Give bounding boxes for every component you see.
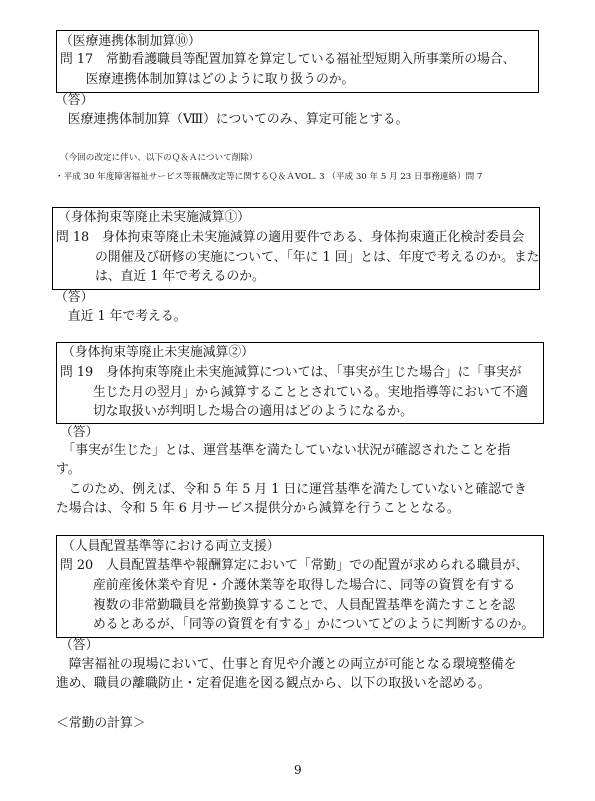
section-heading: （医療連携体制加算⑩） (60, 34, 201, 49)
question-text: 産前産後休業や育児・介護休業等を取得した場合に、同等の資質を有する (93, 578, 516, 593)
deletion-note-item: ・平成 30 年度障害福祉サービス等報酬改定等に関するＱ＆ＡVOL. 3 （平成 30 年 5 月 23 日事務連絡）問 7 (55, 172, 483, 182)
answer-label: （答） (60, 425, 99, 440)
question-text: 問 19 身体拘束等廃止未実施減算については、「事実が生じた場合」に「事実が (60, 365, 522, 380)
section-heading: （人員配置基準等における両立支援） (62, 539, 280, 554)
question-text: は、直近 1 年で考えるのか。 (95, 269, 265, 284)
answer-text: 医療連携体制加算（Ⅷ）についてのみ、算定可能とする。 (55, 112, 409, 127)
question-text: 問 18 身体拘束等廃止未実施減算の適用要件である、身体拘束適正化検討委員会 (56, 230, 525, 245)
answer-text: た場合は、令和 5 年 6 月サービス提供分から減算を行うこととなる。 (56, 501, 460, 516)
answer-text: このため、例えば、令和 5 年 5 月 1 日に運営基準を満たしていないと確認でき (56, 482, 527, 497)
question-text: めるとあるが、「同等の資質を有する」かについてどのように判断するのか。 (93, 617, 535, 632)
question-text: 医療連携体制加算はどのように取り扱うのか。 (60, 72, 355, 87)
deletion-note: （今回の改定に伴い、以下のＱ＆Ａについて削除） (60, 153, 258, 163)
question-text: の開催及び研修の実施について、「年に 1 回」とは、年度で考えるのか。また (95, 250, 540, 265)
question-text: 生じた月の翌月」から減算することとされている。実地指導等において不適 (93, 385, 529, 400)
answer-label: （答） (55, 93, 94, 108)
answer-label: （答） (55, 290, 94, 305)
answer-text: 障害福祉の現場において、仕事と育児や介護との両立が可能となる環境整備を (56, 657, 517, 672)
section-heading: （身体拘束等廃止未実施減算①） (58, 210, 250, 225)
answer-text: 直近 1 年で考える。 (55, 309, 187, 324)
question-text: 問 20 人員配置基準や報酬算定において「常勤」での配置が求められる職員が、 (60, 558, 529, 573)
answer-text: 進め、職員の離職防止・定着促進を図る観点から、以下の取扱いを認める。 (56, 676, 491, 691)
answer-text: す。 (56, 462, 81, 477)
question-text: 問 17 常勤看護職員等配置加算を算定している福祉型短期入所事業所の場合、 (60, 52, 516, 67)
question-text: 複数の非常勤職員を常勤換算することで、人員配置基準を満たすことを認 (93, 598, 516, 613)
answer-label: （答） (60, 638, 99, 653)
section-heading: （身体拘束等廃止未実施減算②） (62, 345, 254, 360)
section-title: ＜常勤の計算＞ (56, 716, 146, 731)
page-number: 9 (294, 763, 302, 777)
question-text: 切な取扱いが判明した場合の適用はどのようになるか。 (93, 404, 413, 419)
answer-text: 「事実が生じた」とは、運営基準を満たしていない状況が確認されたことを指 (56, 443, 511, 458)
